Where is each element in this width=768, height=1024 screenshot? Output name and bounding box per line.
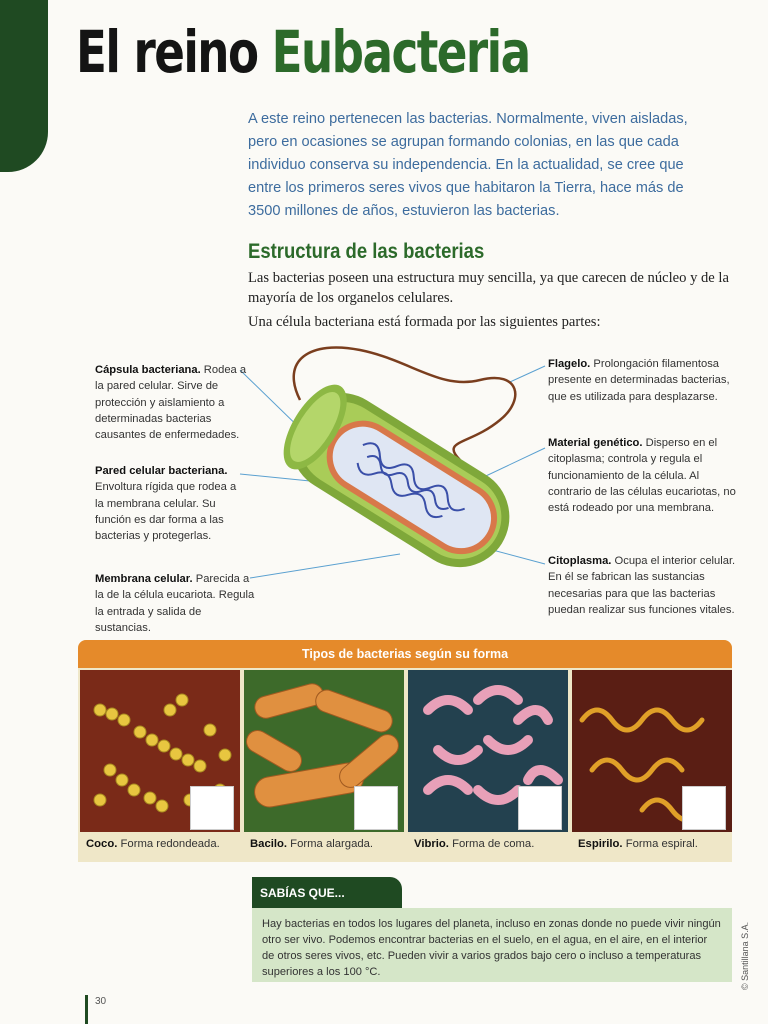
body-paragraph-2: Una célula bacteriana está formada por las siguientes partes: xyxy=(248,314,601,330)
leader-line-membrana xyxy=(250,554,400,578)
page-number-bar xyxy=(85,995,88,1024)
cell-wall-shape xyxy=(313,407,511,568)
capsule-shape xyxy=(272,374,529,586)
intro-paragraph: A este reino pertenecen las bacterias. Normalmente, viven aisladas, pero en ocasiones se agrupan formando colonias, en las que cada individuo conserva su independencia. En la actualidad, se cree que entre los primeros seres vivos que habitaron la Tierra, hace más de 3500 millones de años, estuvieron las bacterias. xyxy=(248,111,688,219)
section-title: Estructura de las bacterias xyxy=(248,240,485,263)
vibrio-thumbnail xyxy=(518,786,562,830)
leader-line-capsula xyxy=(240,370,312,440)
leader-line-material xyxy=(435,448,545,500)
body-paragraph-1: Las bacterias poseen una estructura muy sencilla, ya que carecen de núcleo y de la mayoría de los organelos celulares. xyxy=(248,270,729,306)
label-citoplasma: Citoplasma. Ocupa el interior celular. En él se fabrican las sustancias necesarias para que las bacterias puedan realizar sus funciones vitales. xyxy=(548,555,736,616)
coco-image xyxy=(80,670,240,832)
leader-line-pared xyxy=(240,474,320,482)
sabias-que-title: SABÍAS QUE... xyxy=(252,877,402,909)
espirilo-thumbnail xyxy=(682,786,726,830)
bacilo-thumbnail xyxy=(354,786,398,830)
label-membrana: Membrana celular. Parecida a la de la célula eucariota. Regula la entrada y salida de sustancias. xyxy=(95,573,255,634)
caption-espirilo: Espirilo. Forma espiral. xyxy=(578,838,698,850)
label-flagelo: Flagelo. Prolongación filamentosa presente en determinadas bacterias, que es utilizada para desplazarse. xyxy=(548,358,730,403)
caption-bacilo: Bacilo. Forma alargada. xyxy=(250,838,374,850)
title-part1: El reino xyxy=(76,18,258,86)
label-pared: Pared celular bacteriana. Envoltura rígida que rodea a la membrana celular. Su función es dar forma a las bacterias y protegerlas. xyxy=(95,465,237,543)
page-number: 30 xyxy=(95,996,107,1007)
bacteria-types-panel xyxy=(78,640,732,862)
page-title xyxy=(76,18,530,86)
flagellum-shape xyxy=(294,347,516,460)
leader-line-citoplasma xyxy=(470,544,545,564)
espirilo-image xyxy=(572,670,732,832)
genetic-material-shape xyxy=(350,439,468,529)
bacilo-image xyxy=(244,670,404,832)
leader-line-flagelo xyxy=(510,366,545,382)
sabias-que-box: Hay bacterias en todos los lugares del planeta, incluso en zonas donde no puede vivir ningún otro ser vivo. Podemos encontrar bacterias en el suelo, en el agua, en el aire, en el interior de otros seres vivos, etc. Pueden vivir a varios grados bajo cero o incluso a temperaturas superiores a los 100 °C. xyxy=(252,908,732,982)
title-part2: Eubacteria xyxy=(271,18,530,86)
label-material-genetico: Material genético. Disperso en el citoplasma; controla y regula el funcionamiento de la célula. Al contrario de las células eucariotas, no está rodeado por una membrana. xyxy=(548,437,736,515)
vibrio-image xyxy=(408,670,568,832)
caption-vibrio: Vibrio. Forma de coma. xyxy=(414,838,535,850)
caption-coco: Coco. Forma redondeada. xyxy=(86,838,220,850)
label-capsula: Cápsula bacteriana. Rodea a la pared celular. Sirve de protección y aislamiento a determinadas bacterias causantes de enfermedades. xyxy=(95,364,247,442)
corner-tab xyxy=(0,0,48,172)
cytoplasm-shape xyxy=(321,415,502,559)
types-header: Tipos de bacterias según su forma xyxy=(78,640,732,668)
copyright-notice: © Santillana S.A. xyxy=(740,921,750,990)
coco-thumbnail xyxy=(190,786,234,830)
